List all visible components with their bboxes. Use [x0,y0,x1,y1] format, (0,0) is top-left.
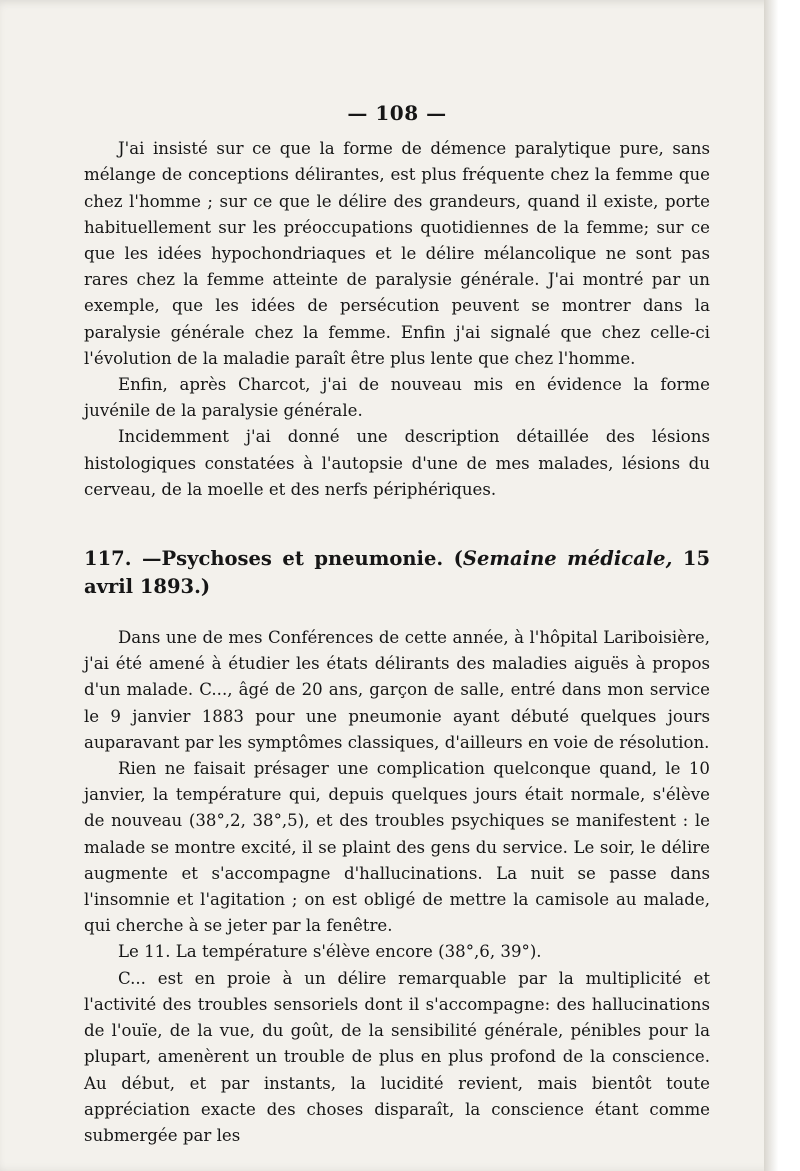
section-close-paren: ) [200,575,211,599]
summary-paragraph-3: Incidemment j'ai donné une description détaillée des lésions histologiques constatées à l'autopsie d'une de mes malades, lésions du cerveau, de la moelle et des nerfs périphériques. [84,427,710,499]
section-paragraph-2: Rien ne faisait présager une complication quelconque quand, le 10 janvier, la température qui, depuis quelques jours était normale, s'élève de nouveau (38°,2, 38°,5), et des troubles psychiques se manifestent : le malade se montre excité, il se plaint des gens du service. Le soir, le délire augmente et s'accompagne d'hallucinations. La nuit se passe dans l'insomnie et l'agitation ; on est obligé de mettre la camisole au malade, qui cherche à se jeter par la fenêtre. [84,759,710,936]
summary-paragraph-1: J'ai insisté sur ce que la forme de démence paralytique pure, sans mélange de conceptions délirantes, est plus fréquente chez la femme que chez l'homme ; sur ce que le délire des grandeurs, quand il existe, porte habituellement sur les préoccupations quotidiennes de la femme; sur ce que les idées hypochondriaques et le délire mélancolique ne sont pas rares chez la femme atteinte de paralysie générale. J'ai montré par un exemple, que les idées de persécution peuvent se montrer dans la paralysie générale chez la femme. Enfin j'ai signalé que chez celle-ci l'évolution de la maladie paraît être plus lente que chez l'homme. [84,139,710,368]
journal-name: Semaine médicale, [462,547,673,571]
page-number: — 108 — [347,101,447,125]
publication-date: 15 avril 1893. [84,547,711,599]
page-edge [764,0,782,1171]
section-title: Psychoses et pneumonie. [161,547,444,571]
section-paragraph-4: C... est en proie à un délire remarquable par la multiplicité et l'activité des troubles sensoriels dont il s'accompagne: des hallucinations de l'ouïe, de la vue, du goût, de la sensibilité générale, pénibles pour la plupart, amenèrent un trouble de plus en plus profond de la conscience. Au début, et par instants, la lucidité revient, mais bientôt toute appréciation exacte des choses disparaît, la conscience étant comme submergée par les [84,968,710,1145]
summary-paragraph-2: Enfin, après Charcot, j'ai de nouveau mis en évidence la forme juvénile de la paralysie générale. [84,375,710,421]
section-paragraph-3: Le 11. La température s'élève encore (38°,6, 39°). [118,942,542,962]
section-heading [84,545,710,601]
section-open-paren: ( [453,547,463,571]
page-text-block [84,100,710,1149]
section-number: 117. [84,547,132,571]
section-dash: — [142,547,162,571]
section-paragraph-1: Dans une de mes Conférences de cette année, à l'hôpital Lariboisière, j'ai été amené à étudier les états délirants des maladies aiguës à propos d'un malade. C..., âgé de 20 ans, garçon de salle, entré dans mon service le 9 janvier 1883 pour une pneumonie ayant débuté quelques jours auparavant par les symptômes classiques, d'ailleurs en voie de résolution. [84,628,710,752]
